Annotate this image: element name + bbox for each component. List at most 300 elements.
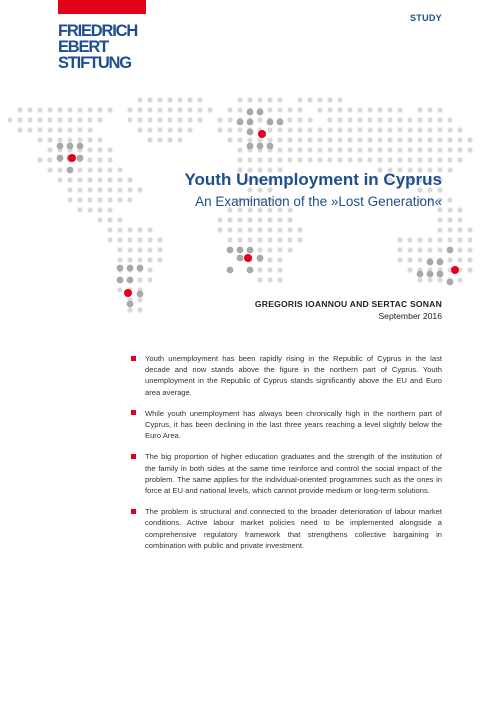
map-dot	[347, 137, 352, 142]
map-dot	[277, 157, 282, 162]
map-dot	[457, 137, 462, 142]
map-dot	[257, 247, 262, 252]
map-dot	[37, 107, 42, 112]
map-dot	[57, 127, 62, 132]
map-dot	[407, 137, 412, 142]
map-dot	[457, 157, 462, 162]
map-dot	[97, 117, 102, 122]
map-dot	[427, 237, 432, 242]
map-dot	[137, 227, 142, 232]
map-dot	[47, 147, 52, 152]
map-dot	[457, 147, 462, 152]
map-dot	[177, 117, 182, 122]
map-dot	[57, 117, 62, 122]
map-dot	[87, 167, 92, 172]
map-location-marker	[244, 254, 252, 262]
map-dot	[127, 107, 132, 112]
map-dot	[77, 127, 82, 132]
map-dot	[437, 157, 442, 162]
map-dot	[117, 237, 122, 242]
map-dot	[87, 147, 92, 152]
map-dot	[397, 147, 402, 152]
map-dot	[37, 127, 42, 132]
map-dot	[257, 137, 262, 142]
map-dot	[137, 127, 142, 132]
map-dot	[257, 277, 262, 282]
map-dot	[277, 227, 282, 232]
map-dot	[387, 107, 392, 112]
map-dot-accent	[237, 119, 244, 126]
map-dot	[307, 147, 312, 152]
map-dot	[57, 167, 62, 172]
map-dot	[317, 127, 322, 132]
map-dot	[407, 247, 412, 252]
map-dot	[217, 217, 222, 222]
map-dot	[327, 137, 332, 142]
map-dot	[147, 227, 152, 232]
map-dot	[357, 137, 362, 142]
map-dot-accent	[227, 247, 234, 254]
map-dot	[107, 217, 112, 222]
map-dot	[237, 227, 242, 232]
map-dot	[397, 107, 402, 112]
map-dot	[277, 247, 282, 252]
map-dot	[277, 127, 282, 132]
map-dot	[197, 107, 202, 112]
map-dot-accent	[237, 247, 244, 254]
map-dot	[407, 127, 412, 132]
map-dot	[117, 227, 122, 232]
map-dot	[217, 227, 222, 232]
map-dot	[407, 267, 412, 272]
map-dot	[437, 277, 442, 282]
map-dot	[237, 137, 242, 142]
map-dot	[277, 267, 282, 272]
map-dot	[107, 237, 112, 242]
map-dot	[417, 237, 422, 242]
map-dot	[317, 97, 322, 102]
map-dot	[267, 107, 272, 112]
map-dot	[97, 187, 102, 192]
map-dot	[117, 257, 122, 262]
map-dot	[17, 127, 22, 132]
map-dot	[417, 157, 422, 162]
map-dot-accent	[67, 143, 74, 150]
map-dot	[407, 117, 412, 122]
map-dot	[87, 157, 92, 162]
map-dot	[137, 307, 142, 312]
map-dot-accent	[257, 143, 264, 150]
map-dot	[77, 117, 82, 122]
map-dot	[147, 107, 152, 112]
map-dot-accent	[67, 167, 74, 174]
map-dot	[287, 147, 292, 152]
map-dot	[247, 157, 252, 162]
map-dot	[97, 197, 102, 202]
map-dot	[297, 107, 302, 112]
map-dot	[247, 137, 252, 142]
map-dot	[287, 137, 292, 142]
map-dot	[287, 227, 292, 232]
map-dot-accent	[77, 143, 84, 150]
map-dot	[237, 217, 242, 222]
map-dot	[37, 137, 42, 142]
map-dot	[357, 117, 362, 122]
map-dot	[327, 147, 332, 152]
map-dot	[457, 127, 462, 132]
map-dot	[307, 97, 312, 102]
map-dot	[267, 267, 272, 272]
map-dot	[157, 237, 162, 242]
map-dot	[127, 117, 132, 122]
map-dot-accent	[127, 301, 134, 308]
logo-line-1: FRIEDRICH	[58, 22, 138, 40]
map-dot	[377, 107, 382, 112]
map-dot	[267, 257, 272, 262]
map-dot	[277, 237, 282, 242]
map-location-marker	[68, 154, 76, 162]
map-dot	[167, 137, 172, 142]
map-dot	[367, 127, 372, 132]
map-dot	[107, 227, 112, 232]
map-dot	[117, 177, 122, 182]
map-dot	[107, 147, 112, 152]
map-dot	[347, 107, 352, 112]
map-dot	[107, 157, 112, 162]
map-dot	[47, 167, 52, 172]
map-dot	[447, 167, 452, 172]
map-dot	[417, 107, 422, 112]
map-dot	[237, 147, 242, 152]
map-dot	[37, 117, 42, 122]
map-dot-accent	[267, 143, 274, 150]
map-dot	[97, 157, 102, 162]
map-dot	[97, 107, 102, 112]
map-dot	[17, 117, 22, 122]
map-dot	[287, 107, 292, 112]
map-dot	[417, 247, 422, 252]
map-dot	[227, 107, 232, 112]
map-dot	[47, 157, 52, 162]
map-dot	[147, 127, 152, 132]
map-dot	[387, 157, 392, 162]
map-dot	[417, 117, 422, 122]
summary-bullet: The problem is structural and connected to the broader deterioration of labour market conditions. Active labour market policies need to be implemented alongside a comprehensive regulatory framework that strengthens collective bargaining in combination with public and private investment.	[131, 506, 442, 551]
map-dot	[397, 137, 402, 142]
map-dot	[397, 247, 402, 252]
map-dot	[237, 237, 242, 242]
map-dot	[457, 237, 462, 242]
map-dot	[437, 127, 442, 132]
bullet-square-icon	[131, 356, 136, 361]
map-dot	[247, 217, 252, 222]
map-dot	[47, 127, 52, 132]
map-dot	[167, 117, 172, 122]
map-dot	[107, 207, 112, 212]
map-dot	[437, 247, 442, 252]
map-dot-accent	[427, 259, 434, 266]
map-dot	[327, 157, 332, 162]
map-dot	[227, 227, 232, 232]
bullet-square-icon	[131, 509, 136, 514]
map-dot	[447, 257, 452, 262]
map-dot	[307, 137, 312, 142]
map-dot	[277, 107, 282, 112]
map-dot	[367, 107, 372, 112]
map-dot	[147, 137, 152, 142]
map-dot-accent	[247, 247, 254, 254]
map-dot	[107, 167, 112, 172]
map-dot-accent	[247, 109, 254, 116]
map-dot	[127, 237, 132, 242]
map-dot	[377, 147, 382, 152]
map-dot	[97, 177, 102, 182]
map-dot	[307, 127, 312, 132]
map-dot	[437, 107, 442, 112]
map-dot	[317, 137, 322, 142]
bullet-square-icon	[131, 410, 136, 415]
map-dot	[227, 137, 232, 142]
map-dot	[97, 147, 102, 152]
map-dot	[277, 257, 282, 262]
map-dot	[147, 257, 152, 262]
map-dot	[137, 117, 142, 122]
map-dot	[137, 97, 142, 102]
map-dot	[57, 137, 62, 142]
map-dot	[447, 237, 452, 242]
map-dot	[417, 137, 422, 142]
map-dot	[167, 107, 172, 112]
map-dot	[227, 237, 232, 242]
map-dot-accent	[437, 271, 444, 278]
map-dot-accent	[137, 265, 144, 272]
publication-date: September 2016	[378, 311, 442, 321]
map-dot	[257, 217, 262, 222]
map-dot	[87, 137, 92, 142]
map-dot	[7, 117, 12, 122]
map-dot	[147, 267, 152, 272]
map-dot	[177, 127, 182, 132]
map-dot	[317, 107, 322, 112]
logo-line-2: EBERT	[58, 38, 108, 56]
authors: GREGORIS IOANNOU AND SERTAC SONAN	[254, 299, 442, 309]
map-dot	[337, 117, 342, 122]
map-dot	[187, 97, 192, 102]
map-dot	[157, 137, 162, 142]
map-dot	[67, 187, 72, 192]
map-dot	[457, 257, 462, 262]
map-dot	[87, 117, 92, 122]
map-dot-accent	[257, 255, 264, 262]
map-dot	[357, 107, 362, 112]
map-dot	[427, 107, 432, 112]
map-dot	[107, 107, 112, 112]
map-dot	[297, 117, 302, 122]
map-dot	[127, 177, 132, 182]
map-dot	[267, 247, 272, 252]
map-dot	[277, 97, 282, 102]
map-dot	[147, 277, 152, 282]
map-dot	[137, 257, 142, 262]
map-dot	[67, 177, 72, 182]
map-dot	[427, 247, 432, 252]
map-dot	[237, 107, 242, 112]
map-dot	[397, 117, 402, 122]
map-dot	[267, 137, 272, 142]
map-dot	[337, 147, 342, 152]
map-dot	[287, 157, 292, 162]
map-dot	[467, 147, 472, 152]
map-dot	[457, 227, 462, 232]
map-dot	[217, 127, 222, 132]
map-dot	[247, 227, 252, 232]
map-dot-accent	[127, 265, 134, 272]
map-dot	[97, 217, 102, 222]
map-dot	[157, 257, 162, 262]
map-dot	[387, 137, 392, 142]
map-dot	[47, 117, 52, 122]
map-dot	[117, 167, 122, 172]
map-dot-accent	[427, 271, 434, 278]
map-dot	[267, 227, 272, 232]
map-dot	[77, 197, 82, 202]
map-dot	[407, 237, 412, 242]
map-dot-accent	[247, 267, 254, 274]
map-dot	[417, 257, 422, 262]
map-dot	[347, 127, 352, 132]
map-dot	[327, 107, 332, 112]
map-dot	[97, 137, 102, 142]
map-dot	[247, 97, 252, 102]
map-dot	[67, 197, 72, 202]
map-dot	[257, 97, 262, 102]
map-dot	[207, 107, 212, 112]
map-dot	[87, 177, 92, 182]
map-dot	[297, 237, 302, 242]
summary-bullet: While youth unemployment has always been chronically high in the northern part of Cyprus, it has been declining in the last three years reaching a level slightly below the Euro Area.	[131, 408, 442, 442]
map-dot	[397, 257, 402, 262]
map-dot	[77, 187, 82, 192]
map-dot	[437, 237, 442, 242]
map-dot	[467, 227, 472, 232]
map-dot	[447, 207, 452, 212]
map-dot	[257, 227, 262, 232]
map-dot	[277, 147, 282, 152]
map-dot	[127, 257, 132, 262]
map-dot	[37, 157, 42, 162]
map-dot	[287, 237, 292, 242]
map-dot	[437, 117, 442, 122]
map-dot	[417, 127, 422, 132]
map-dot	[227, 117, 232, 122]
map-dot-accent	[227, 267, 234, 274]
map-dot	[147, 97, 152, 102]
map-dot	[157, 107, 162, 112]
map-dot	[297, 127, 302, 132]
map-dot	[297, 137, 302, 142]
map-dot-accent	[277, 119, 284, 126]
map-dot	[437, 217, 442, 222]
map-dot-accent	[267, 119, 274, 126]
map-dot-accent	[247, 143, 254, 150]
map-dot	[137, 107, 142, 112]
map-dot	[357, 147, 362, 152]
map-dot	[107, 187, 112, 192]
map-location-marker	[124, 289, 132, 297]
map-dot	[147, 117, 152, 122]
map-dot	[137, 277, 142, 282]
map-dot	[27, 117, 32, 122]
map-dot	[437, 227, 442, 232]
map-location-marker	[451, 266, 459, 274]
map-dot-accent	[57, 155, 64, 162]
map-dot	[467, 137, 472, 142]
map-dot	[137, 187, 142, 192]
map-dot	[177, 107, 182, 112]
map-dot	[257, 117, 262, 122]
map-dot	[347, 147, 352, 152]
map-dot	[157, 247, 162, 252]
map-dot	[267, 237, 272, 242]
map-dot-accent	[57, 143, 64, 150]
map-dot	[127, 247, 132, 252]
map-dot	[277, 217, 282, 222]
bullet-square-icon	[131, 454, 136, 459]
map-dot	[107, 177, 112, 182]
map-dot	[77, 107, 82, 112]
map-dot	[357, 157, 362, 162]
map-dot	[307, 157, 312, 162]
map-dot	[117, 217, 122, 222]
map-dot	[387, 147, 392, 152]
map-dot	[427, 117, 432, 122]
map-dot	[447, 197, 452, 202]
map-dot	[457, 217, 462, 222]
map-dot	[267, 127, 272, 132]
map-dot	[377, 157, 382, 162]
map-dot	[337, 137, 342, 142]
map-dot	[157, 117, 162, 122]
map-dot	[267, 97, 272, 102]
map-dot	[437, 137, 442, 142]
map-dot	[337, 157, 342, 162]
map-dot	[367, 157, 372, 162]
doc-type-label: STUDY	[409, 13, 442, 23]
map-dot	[197, 97, 202, 102]
map-dot	[357, 127, 362, 132]
map-dot	[137, 237, 142, 242]
map-dot	[67, 137, 72, 142]
map-dot-accent	[447, 279, 454, 286]
map-dot	[337, 107, 342, 112]
map-dot	[177, 97, 182, 102]
map-dot-accent	[117, 265, 124, 272]
map-dot	[57, 177, 62, 182]
map-dot	[447, 147, 452, 152]
map-dot	[397, 157, 402, 162]
map-dot	[97, 207, 102, 212]
map-dot	[257, 237, 262, 242]
map-dot	[367, 137, 372, 142]
map-dot	[437, 147, 442, 152]
map-dot	[257, 157, 262, 162]
map-dot	[267, 217, 272, 222]
summary-bullet: Youth unemployment has been rapidly rising in the Republic of Cyprus in the last decade and now stands above the figure in the northern part of Cyprus. Youth unemployment in the Republic of Cyprus stands significantly above the EU and Euro area average.	[131, 353, 442, 398]
map-dot	[67, 107, 72, 112]
map-dot	[67, 127, 72, 132]
logo-line-3: STIFTUNG	[58, 54, 131, 72]
map-dot-accent	[237, 255, 244, 262]
